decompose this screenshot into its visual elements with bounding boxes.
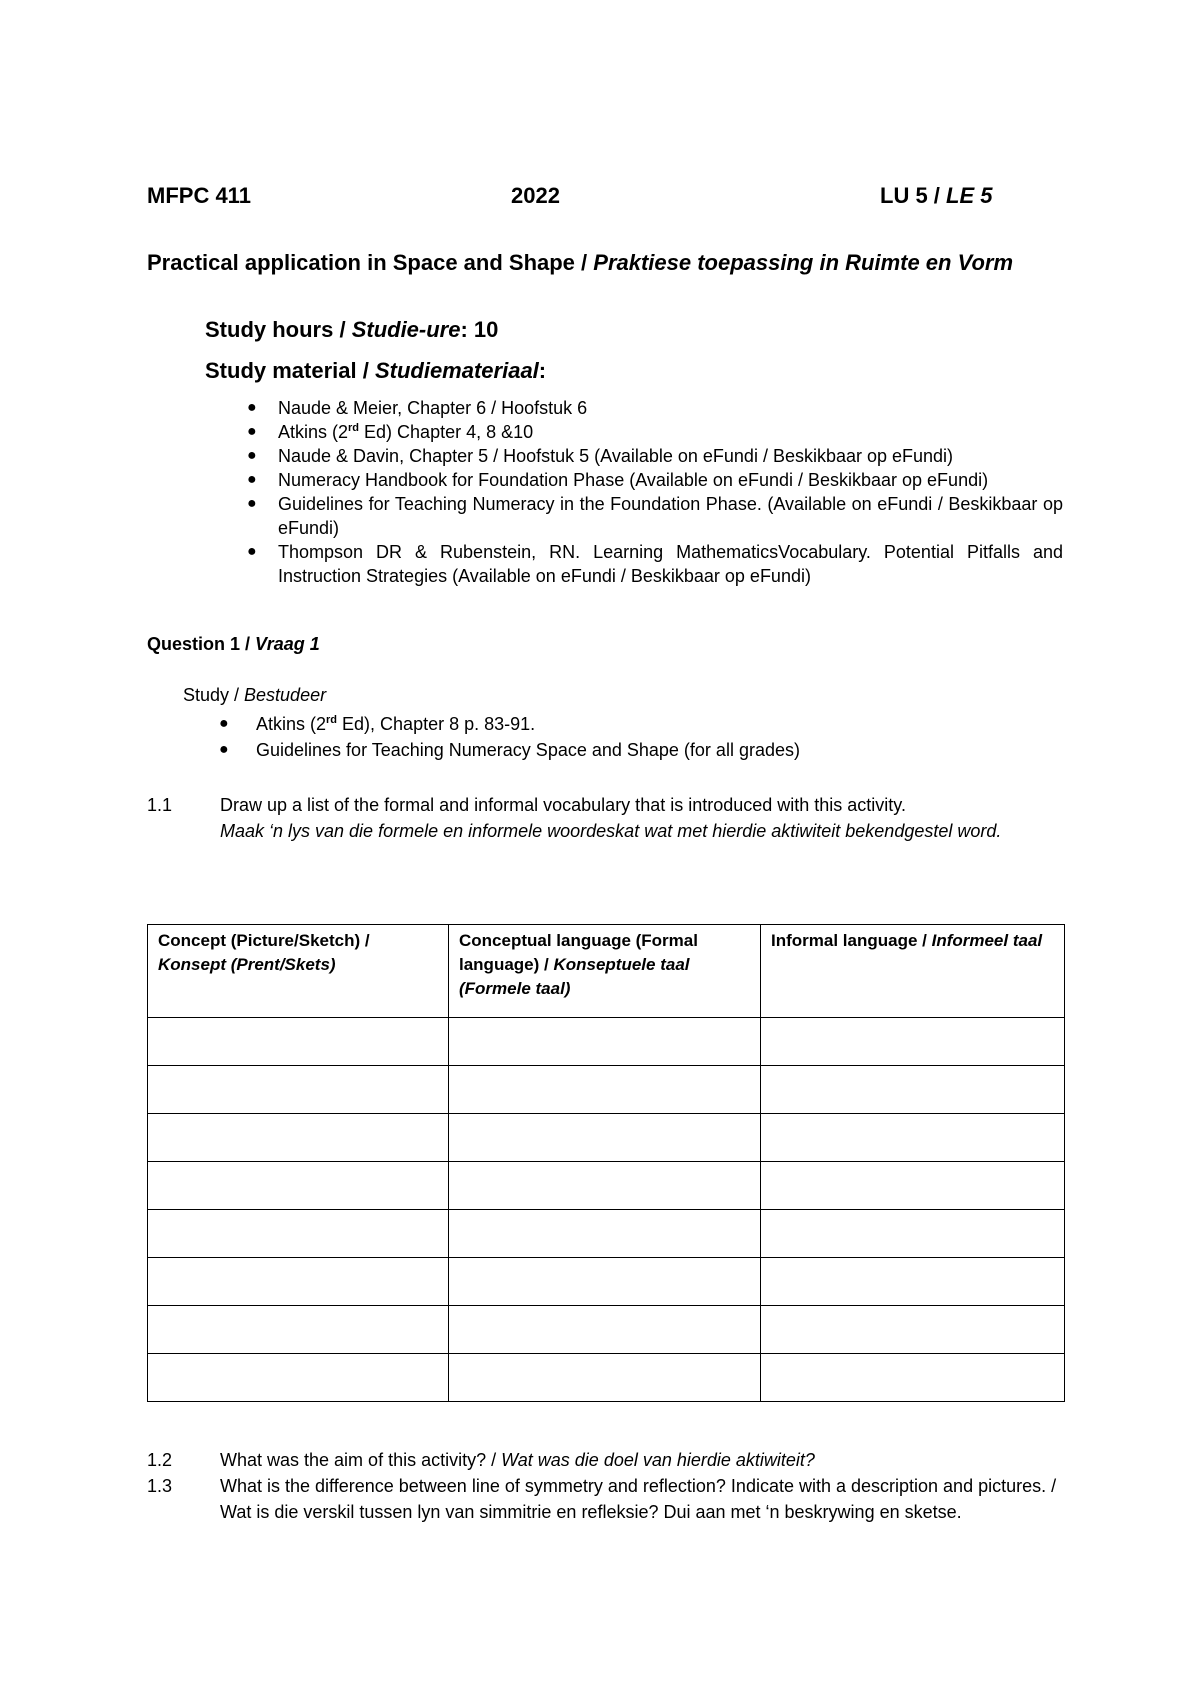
table-cell: [449, 1162, 761, 1210]
table-row: [148, 1066, 1065, 1114]
list-item: [205, 492, 1063, 540]
table-cell: [761, 1114, 1065, 1162]
study-label: [183, 685, 326, 706]
table-cell: [148, 1066, 449, 1114]
table-row: [148, 1210, 1065, 1258]
table-header-row: [148, 925, 1065, 1018]
bullet-icon: ●: [219, 715, 229, 732]
list-item: [205, 540, 1063, 588]
table-cell: [148, 1306, 449, 1354]
table-cell: [761, 1306, 1065, 1354]
material-sup: rd: [348, 422, 360, 434]
table-cell: [761, 1018, 1065, 1066]
column-header-informal: [761, 925, 1065, 1018]
table-cell: [761, 1210, 1065, 1258]
table-cell: [761, 1066, 1065, 1114]
table-body: [148, 1018, 1065, 1402]
table-cell: [148, 1258, 449, 1306]
study-hours: [205, 317, 498, 343]
material-text: Naude & Meier, Chapter 6 / Hoofstuk 6: [278, 398, 588, 418]
question-1-heading: [147, 634, 320, 655]
table-cell: [148, 1018, 449, 1066]
table-cell: [148, 1114, 449, 1162]
table-cell: [449, 1018, 761, 1066]
question-1-label-en: Question 1 /: [147, 634, 256, 654]
column-header-en: Conceptual language (Formal language) /: [459, 931, 698, 974]
table-row: [148, 1018, 1065, 1066]
table-row: [148, 1114, 1065, 1162]
vocabulary-table: [147, 924, 1065, 1402]
question-text-en: What was the aim of this activity? /: [220, 1450, 502, 1470]
learning-unit: [880, 183, 992, 209]
table-cell: [148, 1210, 449, 1258]
bullet-icon: ●: [247, 495, 257, 512]
list-item: [205, 396, 1063, 420]
column-header-en: Concept (Picture/Sketch) /: [158, 931, 370, 950]
material-text: Thompson DR & Rubenstein, RN. Learning MathematicsVocabulary. Potential Pitfalls and Instruction Strategies (Available on eFundi / Beskikbaar op eFundi): [278, 542, 1063, 586]
table-cell: [449, 1306, 761, 1354]
study-item-text: Atkins (2: [256, 714, 327, 734]
question-1-3: [147, 1473, 1063, 1525]
list-item: [205, 468, 1063, 492]
title-en: Practical application in Space and Shape /: [147, 250, 594, 275]
page-title: [147, 249, 1057, 277]
question-text-af: Wat was die doel van hierdie aktiwiteit?: [501, 1450, 815, 1470]
bullet-icon: ●: [247, 447, 257, 464]
table-row: [148, 1162, 1065, 1210]
year: 2022: [511, 183, 560, 208]
table-cell: [449, 1258, 761, 1306]
question-1-1: [147, 792, 1063, 844]
table-row: [148, 1258, 1065, 1306]
study-hours-value: : 10: [460, 317, 499, 342]
bullet-icon: ●: [219, 741, 229, 758]
question-text: What is the difference between line of symmetry and reflection? Indicate with a description and pictures. / Wat is die verskil tussen lyn van simmitrie en refleksie? Dui aan met ‘n beskrywing en sketse.: [220, 1476, 1057, 1522]
column-header-af: Konseptuele taal (Formele taal): [459, 955, 690, 998]
study-hours-label-af: Studie-ure: [351, 317, 461, 342]
bullet-icon: ●: [247, 543, 257, 560]
study-label-en: Study /: [183, 685, 245, 705]
question-text-en: Draw up a list of the formal and informal vocabulary that is introduced with this activity.: [220, 795, 906, 815]
question-number: 1.1: [147, 795, 173, 815]
study-material-heading: [205, 358, 546, 384]
list-item: [205, 444, 1063, 468]
material-text: Guidelines for Teaching Numeracy in the Foundation Phase. (Available on eFundi / Beskikbaar op eFundi): [278, 494, 1063, 538]
table-row: [148, 1306, 1065, 1354]
material-text: Naude & Davin, Chapter 5 / Hoofstuk 5 (Available on eFundi / Beskikbaar op eFundi): [278, 446, 954, 466]
table-cell: [761, 1162, 1065, 1210]
column-header-en: Informal language /: [771, 931, 932, 950]
study-hours-label-en: Study hours /: [205, 317, 352, 342]
list-item: [205, 420, 1063, 444]
learning-unit-af: LE 5: [946, 183, 993, 208]
table-cell: [449, 1066, 761, 1114]
column-header-af: Konsept (Prent/Skets): [158, 955, 336, 974]
course-code: MFPC 411: [147, 183, 251, 208]
study-item-text: Ed), Chapter 8 p. 83-91.: [337, 714, 536, 734]
question-text-af: Maak ‘n lys van die formele en informele woordeskat wat met hierdie aktiwiteit bekendgestel word.: [220, 821, 1002, 841]
column-header-formal: [449, 925, 761, 1018]
table-cell: [449, 1114, 761, 1162]
study-material-suffix: :: [538, 358, 547, 383]
table-row: [148, 1354, 1065, 1402]
table-cell: [761, 1258, 1065, 1306]
table-cell: [148, 1162, 449, 1210]
list-item: [183, 737, 1063, 763]
material-text: Numeracy Handbook for Foundation Phase (Available on eFundi / Beskikbaar op eFundi): [278, 470, 989, 490]
bullet-icon: ●: [247, 423, 257, 440]
list-item: [183, 711, 1063, 737]
material-text: Ed) Chapter 4, 8 &10: [359, 422, 534, 442]
table-cell: [449, 1354, 761, 1402]
table-cell: [148, 1354, 449, 1402]
title-af: Praktiese toepassing in Ruimte en Vorm: [593, 250, 1014, 275]
column-header-concept: [148, 925, 449, 1018]
question-number: 1.3: [147, 1476, 173, 1496]
study-material-list: [205, 396, 1063, 588]
bullet-icon: ●: [247, 399, 257, 416]
question-1-2: [147, 1447, 1063, 1473]
study-label-af: Bestudeer: [244, 685, 327, 705]
column-header-af: Informeel taal: [931, 931, 1043, 950]
table-cell: [449, 1210, 761, 1258]
question-text: [220, 1447, 1063, 1473]
study-list: [183, 711, 1063, 763]
question-1-label-af: Vraag 1: [255, 634, 320, 654]
study-material-label-en: Study material /: [205, 358, 375, 383]
bullet-icon: ●: [247, 471, 257, 488]
study-item-text: Guidelines for Teaching Numeracy Space and Shape (for all grades): [256, 740, 800, 760]
study-material-label-af: Studiemateriaal: [374, 358, 539, 383]
table-cell: [761, 1354, 1065, 1402]
learning-unit-en: LU 5 /: [880, 183, 947, 208]
question-number: 1.2: [147, 1450, 173, 1470]
material-text: Atkins (2: [278, 422, 349, 442]
study-item-sup: rd: [326, 714, 338, 726]
